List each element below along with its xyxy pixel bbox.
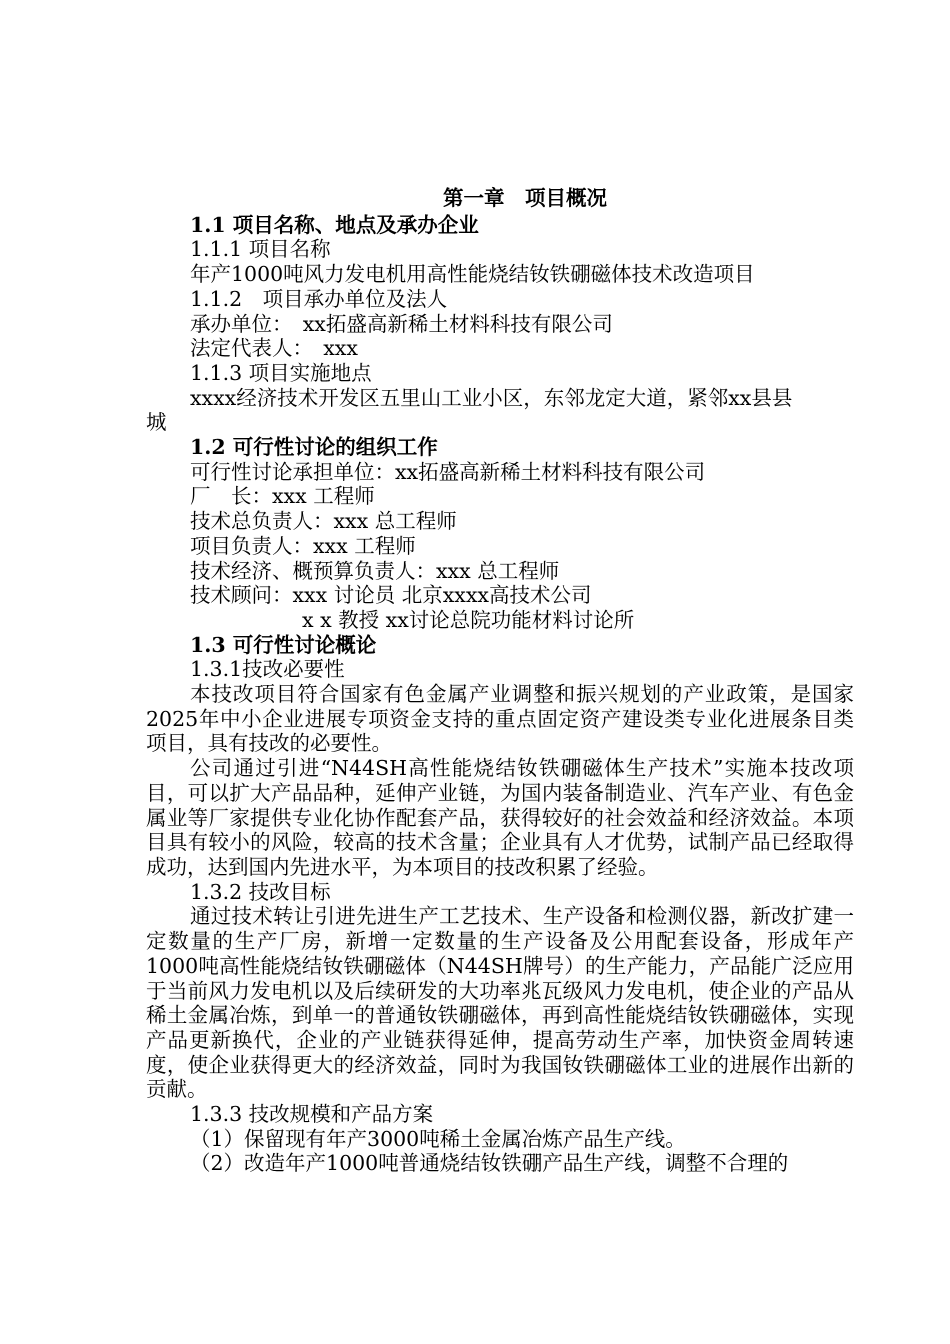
project-name: 年产1000吨风力发电机用高性能烧结钕铁硼磁体技术改造项目 <box>190 262 755 287</box>
subsection-heading-1-3-2: 1.3.2 技改目标 <box>190 879 331 904</box>
section-heading-1-1: 1.1 项目名称、地点及承办企业 <box>190 212 479 237</box>
section-heading-1-2: 1.2 可行性讨论的组织工作 <box>190 435 438 460</box>
chapter-title: 第一章 项目概况 <box>443 186 607 210</box>
subsection-heading-1-1-3: 1.1.3 项目实施地点 <box>190 360 372 385</box>
section-heading-1-3: 1.3 可行性讨论概论 <box>190 632 377 657</box>
list-item-1: （1）保留现有年产3000吨稀土金属冶炼产品生产线。 <box>190 1126 686 1151</box>
company-line: 承办单位： xx拓盛高新稀土材料科技有限公司 <box>190 311 613 336</box>
advisor-line-2: x x 教授 xx讨论总院功能材料讨论所 <box>302 607 635 632</box>
budget-lead: 技术经济、概预算负责人：xxx 总工程师 <box>190 558 560 583</box>
paragraph-text: 公司通过引进“N44SH高性能烧结钕铁硼磁体生产技术”实施本技改项目，可以扩大产品品种，延伸产业链，为国内装备制造业、汽车产业、有色金属业等厂家提供专业化协作配套产品，获得较好的社会效益和经济效益。本项目具有较小的风险，较高的技术含量；企业具有人才优势，试制产品已经取得成功，达到国内先进水平，为本项目的技改积累了经验。 <box>146 756 854 879</box>
subsection-heading-1-3-1: 1.3.1技改必要性 <box>190 657 345 682</box>
location-line-1: xxxx经济技术开发区五里山工业小区，东邻龙定大道，紧邻xx县县 <box>190 385 793 410</box>
paragraph-text: 通过技术转让引进先进生产工艺技术、生产设备和检测仪器，新改扩建一定数量的生产厂房，新增一定数量的生产设备及公用配套设备，形成年产1000吨高性能烧结钕铁硼磁体（N44SH牌号）的生产能力，产品能广泛应用于当前风力发电机以及后续研发的大功率兆瓦级风力发电机，使企业的产品从稀土金属冶炼，到单一的普通钕铁硼磁体，再到高性能烧结钕铁硼磁体，实现产品更新换代，企业的产业链获得延伸，提高劳动生产率，加快资金周转速度，使企业获得更大的经济效益，同时为我国钕铁硼磁体工业的进展作出新的贡献。 <box>146 904 854 1102</box>
subsection-heading-1-3-3: 1.3.3 技改规模和产品方案 <box>190 1102 434 1127</box>
advisor-line-1: 技术顾问：xxx 讨论员 北京xxxx高技术公司 <box>190 583 592 608</box>
tech-chief: 技术总负责人：xxx 总工程师 <box>190 509 457 534</box>
location-line-2: 城 <box>146 410 167 435</box>
list-item-2: （2）改造年产1000吨普通烧结钕铁硼产品生产线，调整不合理的 <box>190 1151 789 1176</box>
paragraph-goals <box>146 904 854 1102</box>
factory-head: 厂 长：xxx 工程师 <box>190 484 375 509</box>
paragraph-text: 本技改项目符合国家有色金属产业调整和振兴规划的产业政策，是国家2025年中小企业进展专项资金支持的重点固定资产建设类专业化进展条目类项目，具有技改的必要性。 <box>146 682 854 756</box>
paragraph-introduction <box>146 756 854 880</box>
subsection-heading-1-1-1: 1.1.1 项目名称 <box>190 237 331 262</box>
project-lead: 项目负责人：xxx 工程师 <box>190 533 416 558</box>
feasibility-unit: 可行性讨论承担单位：xx拓盛高新稀土材料科技有限公司 <box>190 459 706 484</box>
subsection-heading-1-1-2: 1.1.2 项目承办单位及法人 <box>190 286 448 311</box>
paragraph-necessity <box>146 682 854 756</box>
legal-rep-line: 法定代表人： xxx <box>190 336 358 361</box>
